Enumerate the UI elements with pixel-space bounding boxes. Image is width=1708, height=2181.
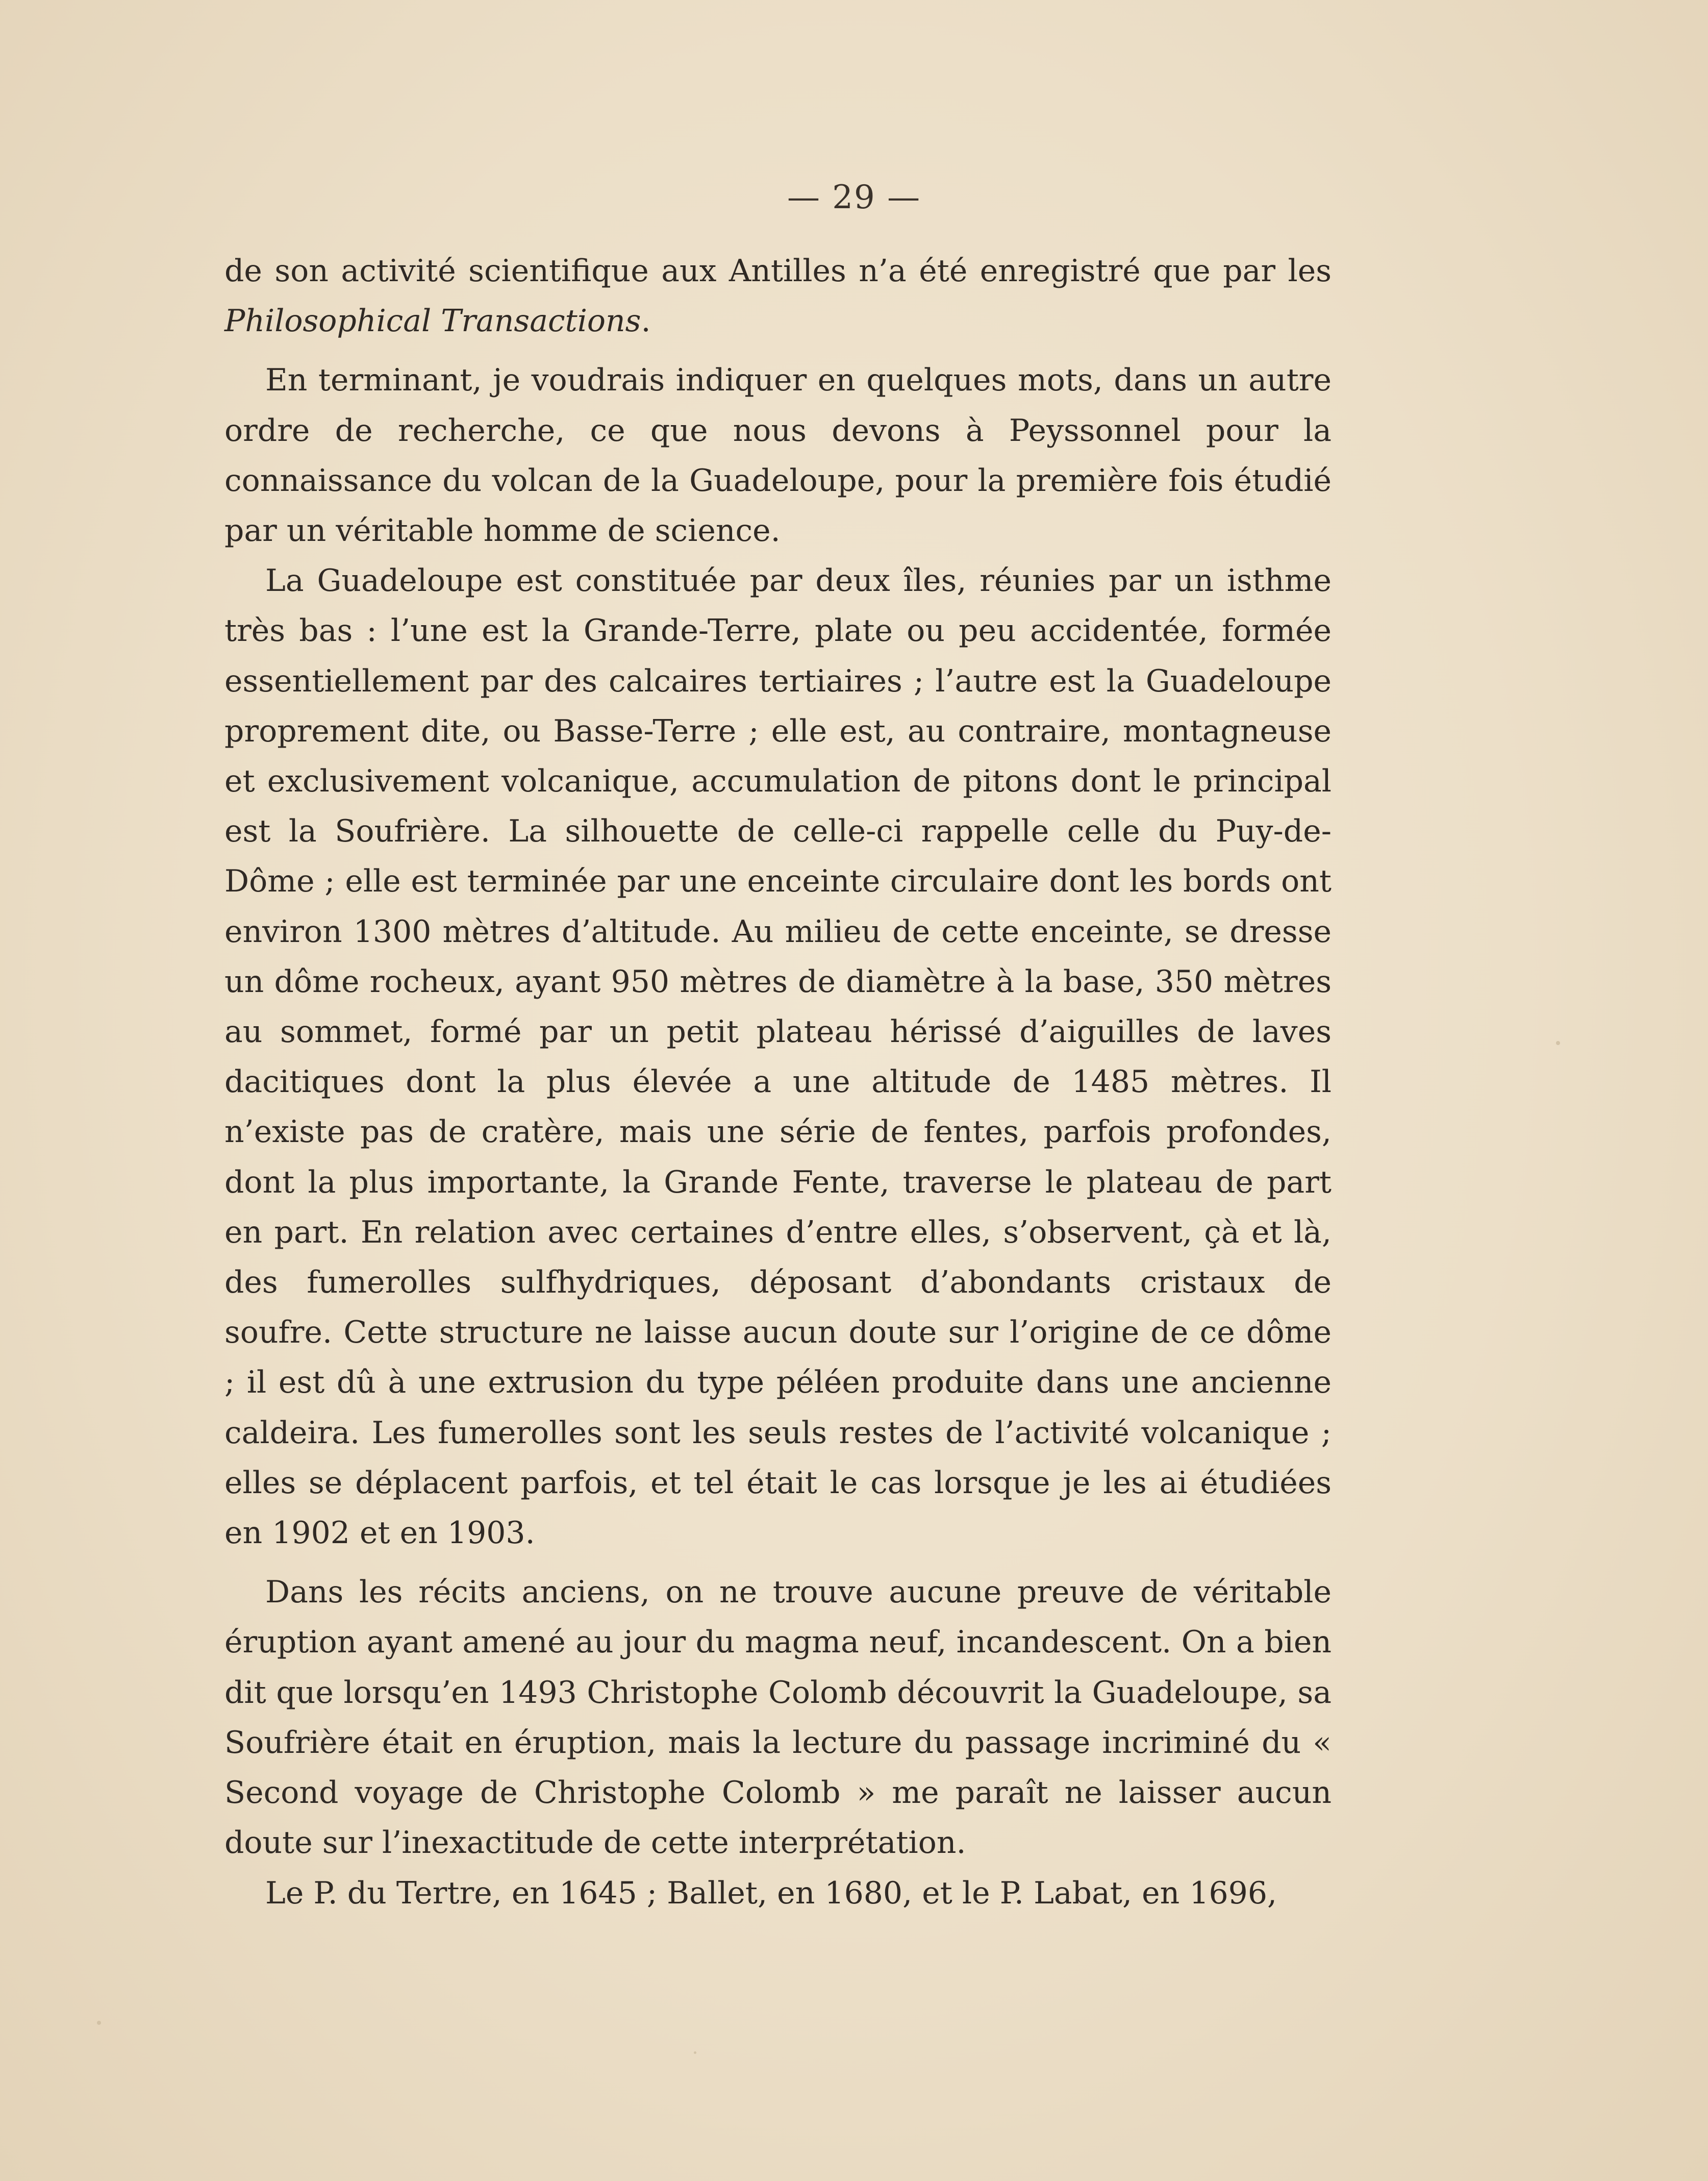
paragraph-1-end: .: [641, 303, 651, 339]
journal-title: Philosophical Transactions: [224, 303, 641, 339]
page-number: — 29 —: [787, 179, 921, 216]
paper-speck: [97, 2021, 101, 2025]
paragraph-1-text: de son activité scientifique aux Antilles n’a été enregistré que par les: [224, 253, 1332, 289]
body-text: [224, 246, 1332, 1918]
paper-speck: [694, 2051, 696, 2054]
paper-speck: [1556, 1041, 1560, 1045]
paragraph-2: En terminant, je voudrais indiquer en quelques mots, dans un autre ordre de recherche, ce que nous devons à Peyssonnel pour la connaissance du volcan de la Guadeloupe, pour la première fois étudié par un véritable homme de science.: [224, 362, 1332, 549]
paragraph-1: [224, 246, 1332, 346]
paragraph-5: Le P. du Tertre, en 1645 ; Ballet, en 1680, et le P. Labat, en 1696,: [265, 1875, 1277, 1911]
paragraph-3: La Guadeloupe est constituée par deux îles, réunies par un isthme très bas : l’une est la Grande-Terre, plate ou peu accidentée, formée essentiellement par des calcaires tertiaires ; l’autre est la Guadeloupe proprement dite, ou Basse-Terre ; elle est, au contraire, montagneuse et exclusivement volcanique, accumulation de pitons dont le principal est la Soufrière. La silhouette de celle-ci rappelle celle du Puy-de-Dôme ; elle est terminée par une enceinte circulaire dont les bords ont environ 1300 mètres d’altitude. Au milieu de cette enceinte, se dresse un dôme rocheux, ayant 950 mètres de diamètre à la base, 350 mètres au sommet, formé par un petit plateau hérissé d’aiguilles de laves dacitiques dont la plus élevée a une altitude de 1485 mètres. Il n’existe pas de cratère, mais une série de fentes, parfois profondes, dont la plus importante, la Grande Fente, traverse le plateau de part en part. En relation avec certaines d’entre elles, s’observent, çà et là, des fumerolles sulfhydriques, déposant d’abondants cristaux de soufre. Cette structure ne laisse aucun doute sur l’origine de ce dôme ; il est dû à une extrusion du type péléen produite dans une ancienne caldeira. Les fumerolles sont les seuls restes de l’activité volcanique ; elles se déplacent parfois, et tel était le cas lorsque je les ai étudiées en 1902 et en 1903.: [224, 563, 1332, 1551]
paragraph-4: Dans les récits anciens, on ne trouve aucune preuve de véritable éruption ayant amené au jour du magma neuf, incandescent. On a bien dit que lorsqu’en 1493 Christophe Colomb découvrit la Guadeloupe, sa Soufrière était en éruption, mais la lecture du passage incriminé du « Second voyage de Christophe Colomb » me paraît ne laisser aucun doute sur l’inexactitude de cette interprétation.: [224, 1574, 1332, 1861]
